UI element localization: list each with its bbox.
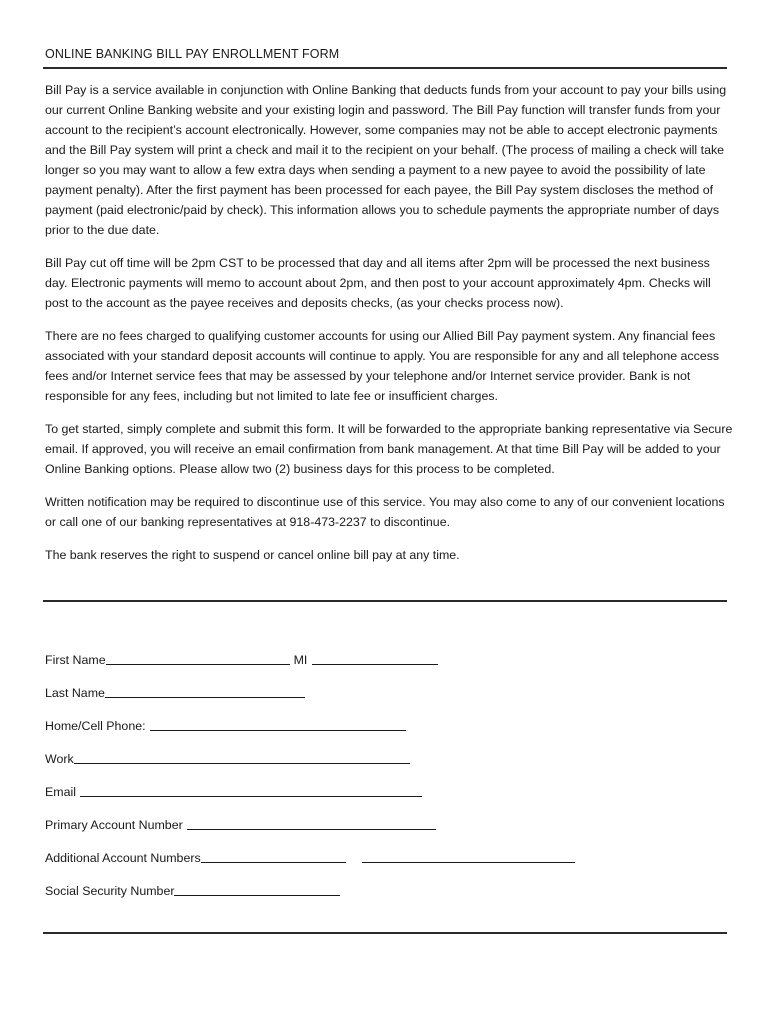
work-phone-field[interactable] [74, 749, 410, 764]
email-label: Email [45, 785, 76, 799]
last-name-row [45, 680, 305, 700]
form-title: ONLINE BANKING BILL PAY ENROLLMENT FORM [45, 47, 340, 61]
paragraph-cutoff-time: Bill Pay cut off time will be 2pm CST to be processed that day and all items after 2pm will be processed the next business day. Electronic payments will memo to account about 2pm, and then post to your account approximately 4pm. Checks will post to the account as the payee receives and deposits checks, (as your checks process now). [45, 256, 711, 310]
mi-label: MI [293, 653, 308, 667]
first-name-row [45, 647, 438, 667]
last-name-field[interactable] [105, 683, 305, 698]
paragraph-discontinue: Written notification may be required to discontinue use of this service. You may also come to any of our convenient locations or call one of our banking representatives at 918-473-2237 to discontinue. [45, 495, 725, 529]
home-cell-phone-field[interactable] [150, 716, 406, 731]
additional-account-field-2[interactable] [362, 848, 575, 863]
home-cell-phone-row [45, 713, 406, 733]
bottom-divider [43, 932, 727, 934]
mi-field[interactable] [312, 650, 438, 665]
ssn-field[interactable] [174, 881, 340, 896]
additional-account-field-1[interactable] [201, 848, 346, 863]
last-name-label: Last Name [45, 686, 105, 700]
email-field[interactable] [80, 782, 422, 797]
paragraph-fees: There are no fees charged to qualifying customer accounts for using our Allied Bill Pay payment system. Any financial fees associated with your standard deposit accounts will continue to apply. You are responsible for any and all telephone access fees and/or Internet service fees that may be assessed by your telephone and/or Internet service provider. Bank is not responsible for any fees, including but not limited to late fee or insufficient charges. [45, 329, 720, 403]
ssn-label: Social Security Number [45, 884, 175, 898]
ssn-row [45, 878, 340, 898]
primary-account-row [45, 812, 436, 832]
primary-account-label: Primary Account Number [45, 818, 183, 832]
form-body-text [45, 80, 735, 578]
primary-account-field[interactable] [187, 815, 436, 830]
work-label: Work [45, 752, 74, 766]
email-row [45, 779, 422, 799]
work-row [45, 746, 410, 766]
paragraph-service-description: Bill Pay is a service available in conjunction with Online Banking that deducts funds from your account to pay your bills using our current Online Banking website and your existing login and password. The Bill Pay function will transfer funds from your account to the recipient’s account electronically. However, some companies may not be able to accept electronic payments and the Bill Pay system will print a check and mail it to the recipient on your behalf. (The process of mailing a check will take longer so you may want to allow a few extra days when sending a payment to a new payee to avoid the possibility of late payment penalty). After the first payment has been processed for each payee, the Bill Pay system discloses the method of payment (paid electronic/paid by check). This information allows you to schedule payments the appropriate number of days prior to the due date. [45, 83, 727, 237]
additional-accounts-row [45, 845, 575, 865]
first-name-field[interactable] [106, 650, 290, 665]
paragraph-reserves-right: The bank reserves the right to suspend or cancel online bill pay at any time. [45, 548, 460, 562]
paragraph-get-started: To get started, simply complete and submit this form. It will be forwarded to the appropriate banking representative via Secure email. If approved, you will receive an email confirmation from bank management. At that time Bill Pay will be added to your Online Banking options. Please allow two (2) business days for this process to be completed. [45, 422, 733, 476]
additional-accounts-label: Additional Account Numbers [45, 851, 201, 865]
title-divider [43, 67, 727, 69]
section-divider [43, 600, 727, 602]
home-cell-phone-label: Home/Cell Phone: [45, 719, 146, 733]
first-name-label: First Name [45, 653, 106, 667]
